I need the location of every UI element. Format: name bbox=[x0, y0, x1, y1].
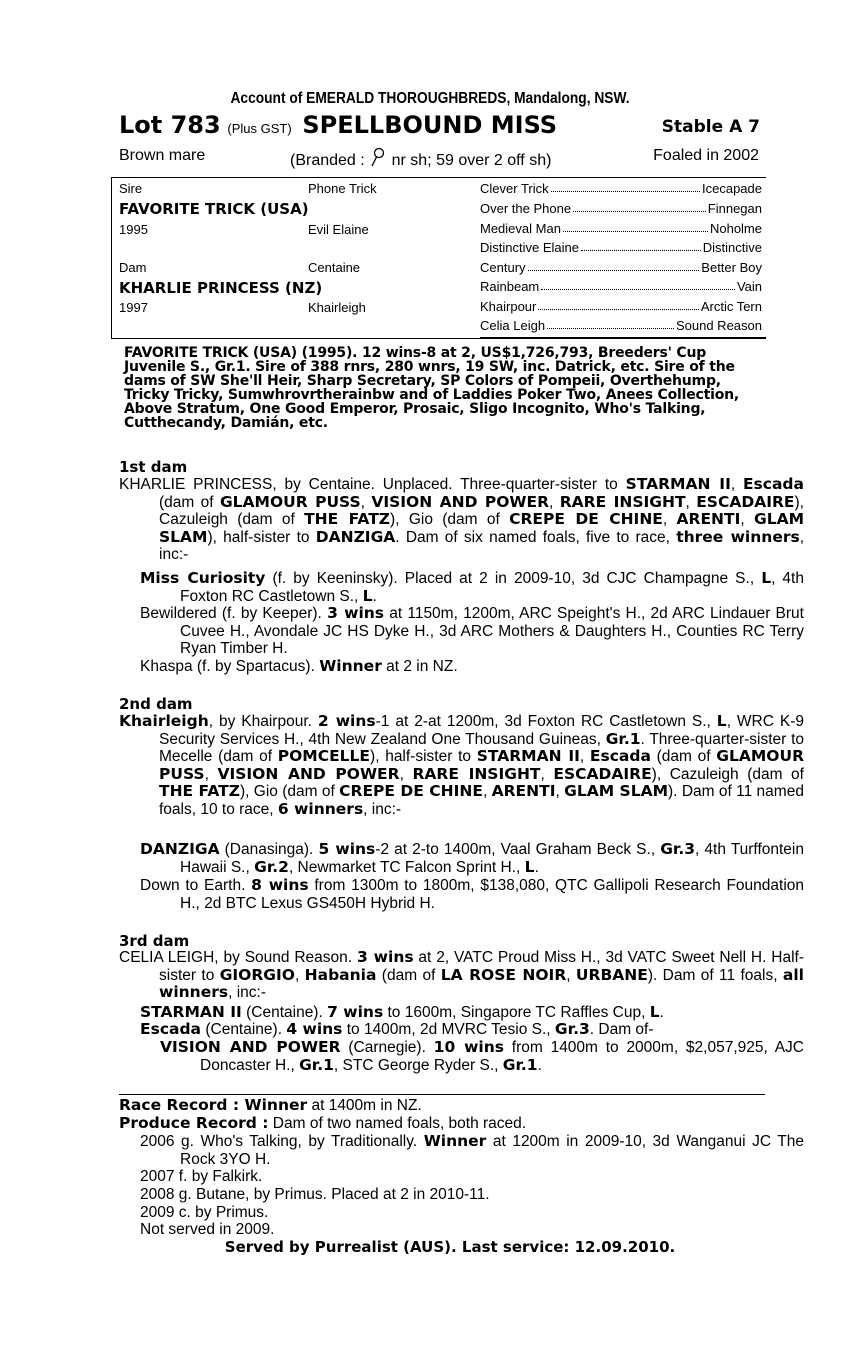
text-run: , bbox=[482, 783, 492, 800]
text-run: at 1150m, 1200m, ARC Speight's H., 2d ARC Lindauer Brut Cuvee H., Avondale JC HS Dyke H., 3d ARC Mothers & Daughters H., Counties RC Terry Ryan Timber H. bbox=[180, 605, 804, 657]
bold-text: CREPE DE CHINE bbox=[509, 510, 663, 528]
text-run: ), half-sister to bbox=[207, 528, 316, 546]
text-run: , inc:- bbox=[159, 528, 805, 563]
second-dam-text bbox=[119, 713, 804, 818]
race-record bbox=[119, 1097, 764, 1115]
first-dam-foal bbox=[140, 658, 804, 676]
ancestor-row: Celia Leigh Sound Reason bbox=[480, 318, 762, 333]
bold-text: 4 wins bbox=[286, 1020, 343, 1038]
bold-text: RARE INSIGHT bbox=[412, 764, 541, 783]
bold-text: URBANE bbox=[575, 965, 648, 984]
ancestor-row: Medieval Man Noholme bbox=[480, 221, 762, 236]
text-run: Bewildered (f. by Keeper). bbox=[140, 605, 328, 622]
gst-note: (Plus GST) bbox=[227, 121, 292, 136]
brand-info bbox=[290, 147, 551, 170]
bold-text: THE FATZ bbox=[159, 782, 240, 800]
bold-text: GLAM SLAM bbox=[159, 510, 805, 546]
sire-name: FAVORITE TRICK (USA) bbox=[119, 200, 309, 218]
pedigree-bottom-rule bbox=[480, 337, 766, 338]
text-run: , bbox=[662, 511, 677, 528]
text-run: to 1600m, Singapore TC Raffles Cup, bbox=[383, 1004, 650, 1021]
text-run: at 2, VATC Proud Miss H., 3d VATC Sweet Nell H. Half-sister to bbox=[159, 949, 805, 984]
text-run: . bbox=[537, 1056, 542, 1074]
text-run: , inc:- bbox=[228, 984, 266, 1001]
lot-number: Lot 783 bbox=[119, 111, 221, 139]
produce-record bbox=[119, 1115, 764, 1133]
bold-text: L bbox=[716, 712, 727, 730]
bold-text: 3 wins bbox=[356, 948, 414, 966]
bold-text: RARE INSIGHT bbox=[559, 492, 686, 511]
dam-name: KHARLIE PRINCESS (NZ) bbox=[119, 279, 323, 297]
text-run: Down to Earth. bbox=[140, 877, 252, 894]
sire-year: 1995 bbox=[119, 222, 148, 237]
text-run: Not served in 2009. bbox=[140, 1221, 275, 1238]
text-run: , bbox=[555, 783, 565, 800]
first-dam-foal bbox=[140, 605, 804, 658]
bold-text: Gr.3 bbox=[554, 1020, 590, 1038]
bold-text: VISION AND POWER bbox=[371, 492, 550, 511]
produce-item bbox=[140, 1186, 764, 1204]
second-dam-foal bbox=[140, 841, 804, 876]
bold-text: L bbox=[362, 586, 373, 605]
bold-text: GLAM SLAM bbox=[564, 782, 669, 800]
produce-item bbox=[140, 1133, 804, 1168]
text-run: 2007 f. by Falkirk. bbox=[140, 1168, 263, 1185]
bold-text: Miss Curiosity bbox=[140, 569, 266, 587]
bold-text: 3 wins bbox=[327, 604, 385, 622]
ancestor-row: Khairpour Arctic Tern bbox=[480, 299, 762, 314]
brand-prefix: (Branded : bbox=[290, 152, 365, 169]
produce-item bbox=[140, 1204, 764, 1222]
text-run: (Danasinga). bbox=[219, 841, 319, 858]
bold-text: ARENTI bbox=[676, 510, 741, 528]
text-run: , Newmarket TC Falcon Sprint H., bbox=[288, 858, 525, 876]
third-dam-text bbox=[119, 949, 804, 1002]
sire-sire: Phone Trick bbox=[308, 181, 377, 196]
bold-text: 7 wins bbox=[327, 1003, 384, 1021]
bold-text: L bbox=[761, 569, 772, 587]
sire-label: Sire bbox=[119, 181, 143, 196]
second-dam-heading: 2nd dam bbox=[119, 695, 193, 713]
text-run: . bbox=[534, 858, 539, 876]
text-run: -1 at 2-at 1200m, 3d Foxton RC Castletown S., bbox=[375, 713, 717, 730]
bold-text: ESCADAIRE bbox=[553, 764, 652, 783]
bold-text: 6 winners bbox=[277, 799, 364, 818]
bold-text: 5 wins bbox=[318, 840, 376, 858]
text-run: 2008 g. Butane, by Primus. Placed at 2 in 2010-11. bbox=[140, 1186, 490, 1203]
bold-text: Gr.3 bbox=[660, 840, 696, 858]
brand-suffix: nr sh; 59 over 2 off sh) bbox=[391, 152, 552, 169]
bold-text: Produce Record : bbox=[119, 1114, 269, 1132]
bold-text: CREPE DE CHINE bbox=[339, 782, 483, 800]
bold-text: STARMAN II bbox=[140, 1003, 242, 1021]
ancestor-row: Over the Phone Finnegan bbox=[480, 201, 762, 216]
produce-item bbox=[140, 1168, 764, 1186]
text-run: , bbox=[360, 493, 372, 511]
bold-text: POMCELLE bbox=[277, 747, 371, 765]
second-dam-foal bbox=[140, 877, 804, 912]
text-run: CELIA LEIGH, by Sound Reason. bbox=[119, 949, 357, 966]
text-run: , bbox=[294, 966, 305, 984]
text-run: ). Dam of 11 named foals, 10 to race, bbox=[159, 783, 804, 818]
text-run: , bbox=[540, 765, 554, 783]
bold-text: STARMAN II bbox=[625, 475, 731, 493]
text-run: . Three-quarter-sister to Mecelle (dam of bbox=[159, 730, 804, 765]
bold-text: DANZIGA bbox=[140, 840, 220, 858]
bold-text: Race Record : Winner bbox=[119, 1096, 308, 1114]
text-run: from 1400m to 2000m, $2,057,925, AJC Doncaster H., bbox=[200, 1039, 805, 1074]
bold-text: STARMAN II bbox=[476, 747, 580, 765]
text-run: (Carnegie). bbox=[340, 1039, 434, 1056]
text-run: -2 at 2-to 1400m, Vaal Graham Beck S., bbox=[375, 841, 661, 858]
text-run: , bbox=[566, 966, 576, 984]
bold-text: Winner bbox=[423, 1132, 487, 1150]
text-run: . Dam of six named foals, five to race, bbox=[395, 528, 677, 546]
text-run: , bbox=[204, 765, 218, 783]
foaled-year: Foaled in 2002 bbox=[653, 147, 759, 164]
text-run: (Centaine). bbox=[241, 1004, 328, 1021]
text-run: , 4th Turffontein Hawaii S., bbox=[180, 841, 804, 876]
text-run: , 4th Foxton RC Castletown S., bbox=[180, 570, 804, 605]
text-run: (dam of bbox=[159, 493, 220, 511]
records-rule bbox=[119, 1094, 765, 1095]
bold-text: 8 wins bbox=[251, 876, 309, 894]
bold-text: Khairleigh bbox=[119, 712, 209, 730]
text-run: . bbox=[659, 1004, 664, 1021]
text-run: 2009 c. by Primus. bbox=[140, 1204, 269, 1221]
dam-label: Dam bbox=[119, 260, 147, 275]
text-run: , bbox=[685, 493, 697, 511]
bold-text: 2 wins bbox=[317, 712, 376, 730]
text-run: . Dam of- bbox=[589, 1021, 654, 1038]
dam-sire: Centaine bbox=[308, 260, 361, 275]
bold-text: L bbox=[524, 857, 535, 876]
bold-text: DANZIGA bbox=[315, 527, 396, 546]
first-dam-text bbox=[119, 476, 804, 564]
bold-text: GIORGIO bbox=[219, 965, 295, 984]
bold-text: L bbox=[649, 1003, 660, 1021]
text-run: 2006 g. Who's Talking, by Traditionally. bbox=[140, 1133, 424, 1150]
text-run: ), Cazuleigh (dam of bbox=[651, 765, 804, 783]
bold-text: Escada bbox=[589, 747, 651, 765]
produce-item bbox=[140, 1221, 764, 1239]
bold-text: 10 wins bbox=[433, 1038, 505, 1056]
bold-text: Habania bbox=[304, 965, 377, 984]
bold-text: VISION AND POWER bbox=[217, 764, 400, 783]
bold-text: LA ROSE NOIR bbox=[440, 965, 567, 984]
text-run: . bbox=[372, 587, 377, 605]
text-run: ). Dam of 11 foals, bbox=[647, 966, 783, 984]
text-run: , inc:- bbox=[363, 800, 402, 818]
sire-summary: FAVORITE TRICK (USA) (1995). 12 wins-8 at 2, US$1,726,793, Breeders' Cup Juvenile S., Gr.1. Sire of 388 rnrs, 280 wnrs, 19 SW, inc. Datrick, etc. Sire of the dams of SW She'll Heir, Sharp Secretary, SP Colors of Pompeii, Overthehump, Tricky Tricky, Sumwhrovrtherainbw and of Laddies Poker Two, Anees Collection, Above Stratum, One Good Emperor, Prosaic, Sligo Incognito, Who's Talking, Cutthecandy, Damián, etc. bbox=[124, 345, 739, 431]
lot-title bbox=[119, 111, 557, 140]
text-run: , bbox=[740, 511, 754, 528]
text-run: at 2 in NZ. bbox=[381, 658, 458, 675]
colour-sex: Brown mare bbox=[119, 147, 206, 164]
text-run: ), Cazuleigh (dam of bbox=[159, 493, 804, 528]
horse-name: SPELLBOUND MISS bbox=[302, 111, 558, 139]
text-run: from 1300m to 1800m, $138,080, QTC Gallipoli Research Foundation H., 2d BTC Lexus GS450H Hybrid H. bbox=[180, 877, 805, 912]
bold-text: all winners bbox=[159, 965, 804, 1001]
bold-text: Gr.1 bbox=[605, 729, 641, 748]
third-dam-heading: 3rd dam bbox=[119, 932, 190, 950]
third-dam-foal bbox=[140, 1004, 804, 1022]
bold-text: GLAMOUR PUSS bbox=[159, 747, 804, 783]
bold-text: ESCADAIRE bbox=[696, 492, 795, 511]
text-run: (dam of bbox=[650, 748, 717, 765]
text-run: KHARLIE PRINCESS, by Centaine. Unplaced. Three-quarter-sister to bbox=[119, 476, 626, 493]
text-run: ), half-sister to bbox=[370, 748, 477, 765]
ancestor-row: Century Better Boy bbox=[480, 260, 762, 275]
bold-text: VISION AND POWER bbox=[160, 1038, 341, 1056]
dam-dam: Khairleigh bbox=[308, 300, 366, 315]
text-run: , bbox=[730, 476, 743, 493]
bold-text: THE FATZ bbox=[304, 510, 391, 528]
bold-text: Escada bbox=[742, 475, 804, 493]
bold-text: Escada bbox=[140, 1020, 202, 1038]
text-run: ), Gio (dam of bbox=[239, 783, 340, 800]
third-dam-grandfoal bbox=[160, 1039, 804, 1074]
text-run: , STC George Ryder S., bbox=[333, 1056, 503, 1074]
text-run: , bbox=[399, 765, 413, 783]
first-dam-heading: 1st dam bbox=[119, 458, 188, 476]
text-run: (dam of bbox=[376, 966, 441, 984]
text-run: , bbox=[579, 748, 590, 765]
ancestor-row: Rainbeam Vain bbox=[480, 279, 762, 294]
bold-text: three winners bbox=[676, 527, 800, 546]
text-run: at 1200m in 2009-10, 3d Wanganui JC The Rock 3YO H. bbox=[180, 1133, 804, 1168]
first-dam-foal bbox=[140, 570, 804, 605]
text-run: (Centaine). bbox=[201, 1021, 287, 1038]
text-run: (f. by Keeninsky). Placed at 2 in 2009-10, 3d CJC Champagne S., bbox=[265, 570, 762, 587]
brand-mark-icon bbox=[369, 147, 387, 167]
dam-year: 1997 bbox=[119, 300, 148, 315]
bold-text: Gr.1 bbox=[299, 1055, 334, 1074]
bold-text: Gr.2 bbox=[254, 857, 289, 876]
text-run: Dam of two named foals, both raced. bbox=[268, 1115, 527, 1132]
text-run: Khaspa (f. by Spartacus). bbox=[140, 658, 320, 675]
third-dam-foal bbox=[140, 1021, 804, 1039]
bold-text: GLAMOUR PUSS bbox=[219, 492, 361, 511]
text-run: , WRC K-9 Security Services H., 4th New Zealand One Thousand Guineas, bbox=[159, 713, 805, 748]
sire-dam: Evil Elaine bbox=[308, 222, 369, 237]
bold-text: ARENTI bbox=[491, 782, 556, 800]
ancestor-row: Distinctive Elaine Distinctive bbox=[480, 240, 762, 255]
text-run: at 1400m in NZ. bbox=[307, 1097, 422, 1114]
pedigree-table bbox=[111, 177, 766, 339]
ancestor-row: Clever Trick Icecapade bbox=[480, 181, 762, 196]
bold-text: Winner bbox=[319, 657, 382, 675]
bold-text: Gr.1 bbox=[502, 1055, 538, 1074]
account-line: Account of EMERALD THOROUGHBREDS, Mandalong, NSW. bbox=[230, 90, 630, 107]
text-run: , by Khairpour. bbox=[208, 713, 318, 730]
text-run: to 1400m, 2d MVRC Tesio S., bbox=[342, 1021, 555, 1038]
text-run: , bbox=[549, 493, 560, 511]
served-by: Served by Purrealist (AUS). Last service: 12.09.2010. bbox=[224, 1238, 676, 1256]
text-run: ), Gio (dam of bbox=[390, 511, 510, 528]
stable-label: Stable A 7 bbox=[661, 117, 760, 137]
